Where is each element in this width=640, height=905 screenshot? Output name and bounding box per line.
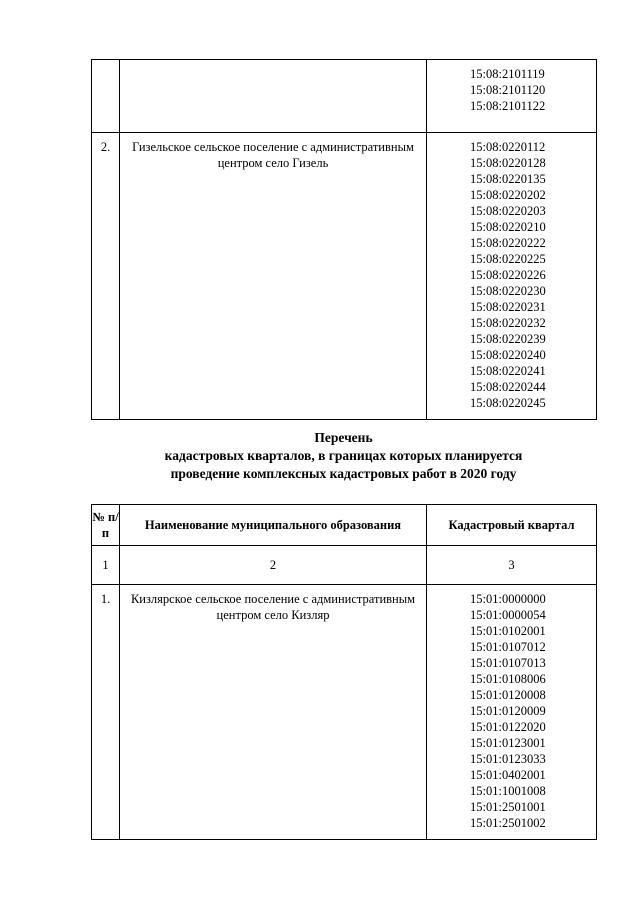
cadastral-codes xyxy=(427,585,597,840)
cadastral-code: 15:08:2101119 xyxy=(470,67,545,81)
cadastral-code: 15:08:0220231 xyxy=(470,300,546,314)
cadastral-code: 15:08:0220128 xyxy=(470,156,546,170)
table-header-row xyxy=(92,505,597,546)
cadastral-code: 15:01:0402001 xyxy=(470,768,546,782)
cadastral-code: 15:08:0220135 xyxy=(470,172,546,186)
column-index: 3 xyxy=(427,546,597,585)
table-row xyxy=(92,60,597,133)
cadastral-codes xyxy=(427,133,597,420)
cadastral-code: 15:01:0000000 xyxy=(470,592,546,606)
cadastral-code: 15:08:0220245 xyxy=(470,396,546,410)
column-header-cadastral-quarter: Кадастровый квартал xyxy=(427,505,597,546)
cadastral-code: 15:08:0220241 xyxy=(470,364,546,378)
column-header-number: № п/п xyxy=(92,505,120,546)
cadastral-code: 15:01:0107013 xyxy=(470,656,546,670)
cadastral-code: 15:08:0220222 xyxy=(470,236,546,250)
table-row xyxy=(92,585,597,840)
cadastral-code: 15:01:2501002 xyxy=(470,816,546,830)
cadastral-code: 15:01:0102001 xyxy=(470,624,546,638)
cadastral-code: 15:08:0220230 xyxy=(470,284,546,298)
cadastral-code: 15:08:0220112 xyxy=(470,140,546,154)
cadastral-code: 15:01:0120008 xyxy=(470,688,546,702)
column-index-row xyxy=(92,546,597,585)
column-index: 2 xyxy=(120,546,427,585)
municipality-name: Кизлярское сельское поселение с административным центром село Кизляр xyxy=(120,585,427,840)
cadastral-table-2020 xyxy=(91,504,597,840)
cadastral-code: 15:01:2501001 xyxy=(470,800,546,814)
heading-line-1: Перечень xyxy=(314,430,373,445)
cadastral-code: 15:08:0220240 xyxy=(470,348,546,362)
column-index: 1 xyxy=(92,546,120,585)
cadastral-code: 15:01:0120009 xyxy=(470,704,546,718)
heading-line-3: проведение комплексных кадастровых работ в 2020 году xyxy=(170,466,517,481)
municipality-name xyxy=(120,60,427,133)
cadastral-code: 15:01:0000054 xyxy=(470,608,546,622)
cadastral-code: 15:01:0107012 xyxy=(470,640,546,654)
cadastral-code: 15:08:0220232 xyxy=(470,316,546,330)
heading-line-2: кадастровых кварталов, в границах которых планируется xyxy=(164,448,523,463)
cadastral-code: 15:08:2101122 xyxy=(470,99,546,113)
cadastral-code: 15:08:0220210 xyxy=(470,220,546,234)
cadastral-codes xyxy=(427,60,597,133)
cadastral-code: 15:08:0220226 xyxy=(470,268,546,282)
cadastral-code: 15:08:0220203 xyxy=(470,204,546,218)
cadastral-code: 15:08:0220244 xyxy=(470,380,546,394)
cadastral-code: 15:08:2101120 xyxy=(470,83,546,97)
cadastral-code: 15:01:0123033 xyxy=(470,752,546,766)
cadastral-code: 15:08:0220202 xyxy=(470,188,546,202)
table-row xyxy=(92,133,597,420)
cadastral-code: 15:01:0122020 xyxy=(470,720,546,734)
cadastral-code: 15:01:0123001 xyxy=(470,736,546,750)
row-number: 2. xyxy=(92,133,120,420)
row-number xyxy=(92,60,120,133)
cadastral-code: 15:08:0220225 xyxy=(470,252,546,266)
column-header-municipality: Наименование муниципального образования xyxy=(120,505,427,546)
cadastral-code: 15:01:0108006 xyxy=(470,672,546,686)
cadastral-code: 15:08:0220239 xyxy=(470,332,546,346)
cadastral-table-continued xyxy=(91,59,597,420)
municipality-name: Гизельское сельское поселение с административным центром село Гизель xyxy=(120,133,427,420)
cadastral-code: 15:01:1001008 xyxy=(470,784,546,798)
row-number: 1. xyxy=(92,585,120,840)
list-heading xyxy=(91,429,596,483)
